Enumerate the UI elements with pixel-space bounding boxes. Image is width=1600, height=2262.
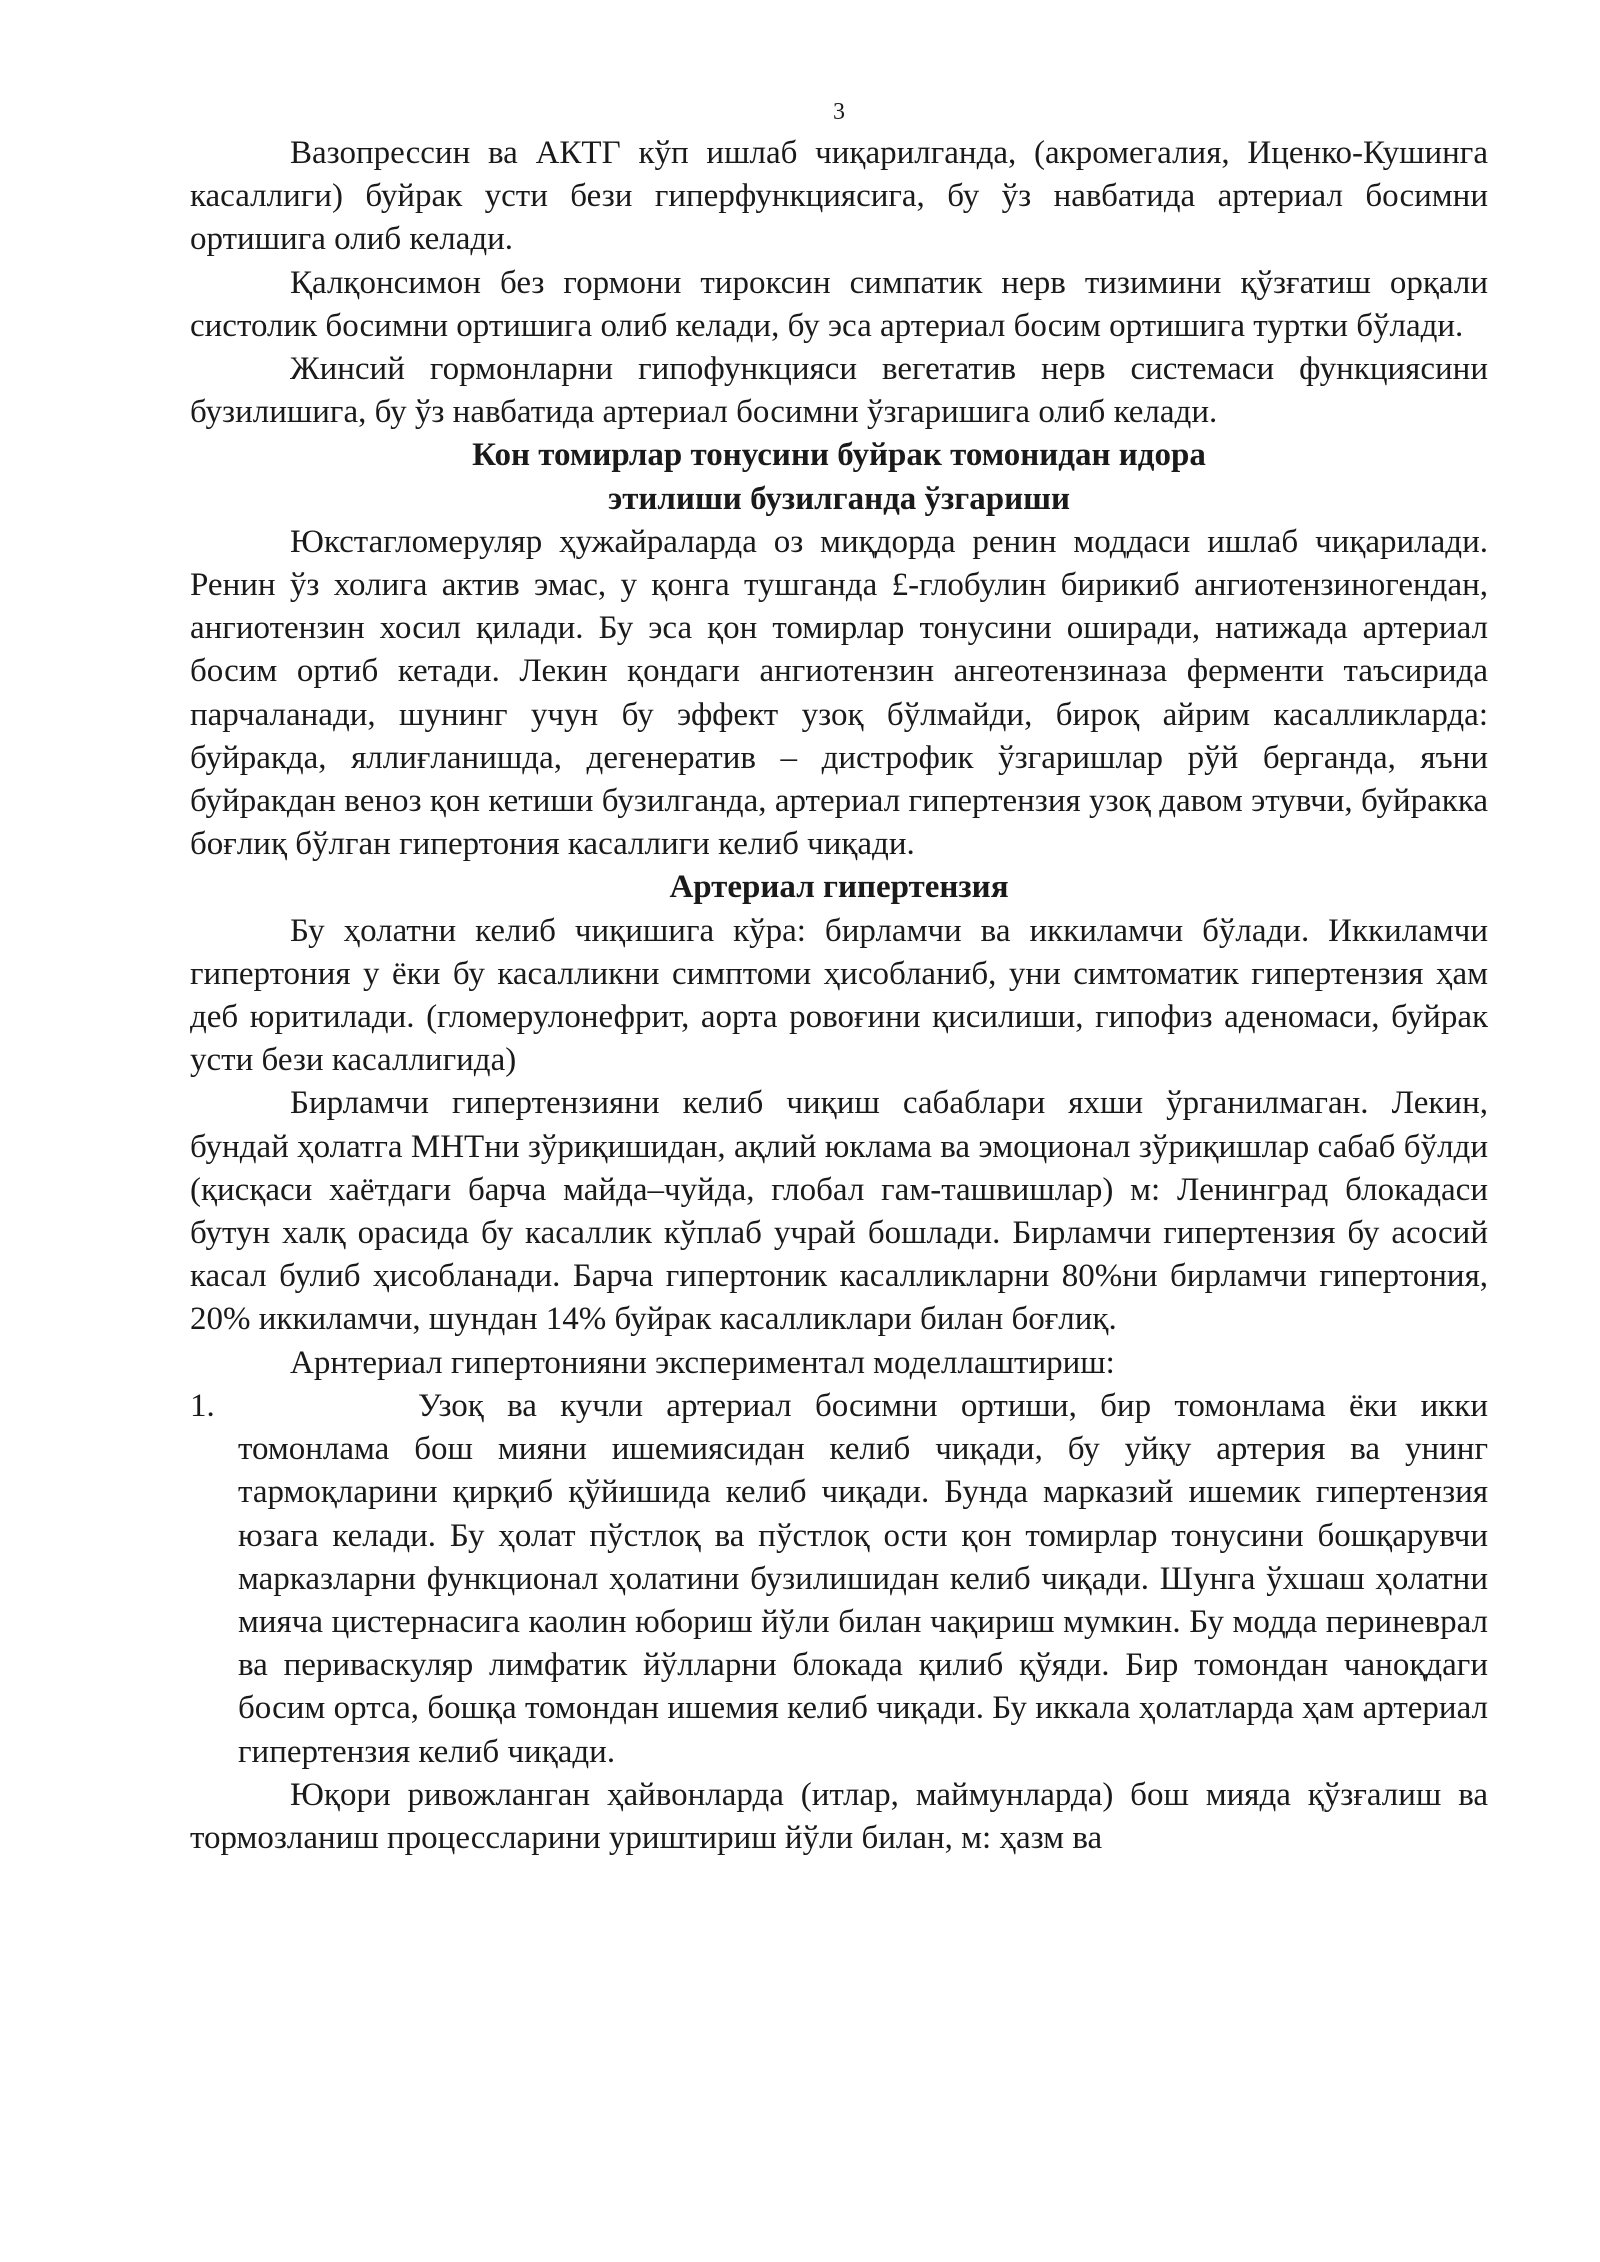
paragraph-primary-secondary: Бу ҳолатни келиб чиқишига кўра: бирламчи ва иккиламчи бўлади. Иккиламчи гипертония у ёки бу касалликни симптоми ҳисобланиб, уни симтоматик гипертензия ҳам деб юритилади. (гломерулонефрит, аорта ровоғини қисилиши, гипофиз аденомаси, буйрак усти бези касаллигида): [190, 912, 1488, 1079]
paragraph-higher-animals: Юқори ривожланган ҳайвонларда (итлар, маймунларда) бош мияда қўзғалиш ва тормозланиш процессларини уриштириш йўли билан, м: ҳазм ва: [190, 1776, 1488, 1856]
list-item-text: Узоқ ва кучли артериал босимни ортиши, бир томонлама ёки икки томонлама бош мияни ишемиясидан келиб чиқади, бу уйқу артерия ва унинг тармоқларини қирқиб қўйишида келиб чиқади. Бунда марказий ишемик гипертензия юзага келади. Бу ҳолат пўстлоқ ва пўстлоқ ости қон томирлар тонусини бошқарувчи марказларни функционал ҳолатини бузилишидан келиб чиқади. Шунга ўхшаш ҳолатни мияча цистернасига каолин юбориш йўли билан чақириш мумкин. Бу модда периневрал ва периваскуляр лимфатик йўлларни блокада қилиб қўяди. Бир томондан чаноқдаги босим ортса, бошқа томондан ишемия келиб чиқади. Бу иккала ҳолатларда ҳам артериал гипертензия келиб чиқади.: [238, 1387, 1488, 1770]
page-number: 3: [833, 99, 845, 125]
section-heading-renal: [190, 434, 1488, 520]
paragraph-sex-hormones: Жинсий гормонларни гипофункцияси вегетатив нерв системаси функциясини бузилишига, бу ўз навбатида артериал босимни ўзгаришига олиб келади.: [190, 351, 1488, 431]
list-item: [190, 1385, 1488, 1774]
paragraph-primary-causes: Бирламчи гипертензияни келиб чиқиш сабаблари яхши ўрганилмаган. Лекин, бундай ҳолатга МНТни зўриқишидан, ақлий юклама ва эмоционал зўриқишлар сабаб бўлди (қисқаси хаётдаги барча майда–чуйда, глобал гам-ташвишлар) м: Ленинград блокадаси бутун халқ орасида бу касаллик кўплаб учрай бошлади. Бирламчи гипертензия бу асосий касал булиб ҳисобланади. Барча гипертоник касалликларни 80%ни бирламчи гипертония, 20% иккиламчи, шундан 14% буйрак касалликлари билан боғлиқ.: [190, 1085, 1488, 1338]
section-heading-renal-line1: Кон томирлар тонусини буйрак томонидан идора: [472, 437, 1206, 474]
section-heading-renal-line2: этилиши бузилганда ўзгариши: [607, 480, 1071, 517]
paragraph-renin: Юкстагломеруляр ҳужайраларда оз миқдорда ренин моддаси ишлаб чиқарилади. Ренин ўз холига актив эмас, у қонга тушганда £-глобулин бирикиб ангиотензиногендан, ангиотензин хосил қилади. Бу эса қон томирлар тонусини оширади, натижада артериал босим ортиб кетади. Лекин қондаги ангиотензин ангеотензиназа ферменти таъсирида парчаланади, шунинг учун бу эффект узоқ бўлмайди, бироқ айрим касалликларда: буйракда, яллиғланишда, дегенератив – дистрофик ўзгаришлар рўй берганда, яъни буйракдан веноз қон кетиши бузилганда, артериал гипертензия узоқ давом этувчи, буйракка боғлиқ бўлган гипертония касаллиги келиб чиқади.: [190, 523, 1488, 863]
paragraph-vasopressin: Вазопрессин ва АКТГ кўп ишлаб чиқарилганда, (акромегалия, Иценко-Кушинга касаллиги) буйрак усти бези гиперфункциясига, бу ўз навбатида артериал босимни ортишига олиб келади.: [190, 135, 1488, 258]
document-page: [190, 92, 1488, 1860]
paragraph-thyroxine: Қалқонсимон без гормони тироксин симпатик нерв тизимини қўзғатиш орқали систолик босимни ортишига олиб келади, бу эса артериал босим ортишига туртки бўлади.: [190, 264, 1488, 344]
section-heading-hypertension: Артериал гипертензия: [669, 869, 1009, 906]
list-item-number: 1.: [190, 1387, 215, 1424]
paragraph-modeling-intro: Арнтериал гипертонияни экспериментал моделлаштириш:: [290, 1344, 1115, 1381]
